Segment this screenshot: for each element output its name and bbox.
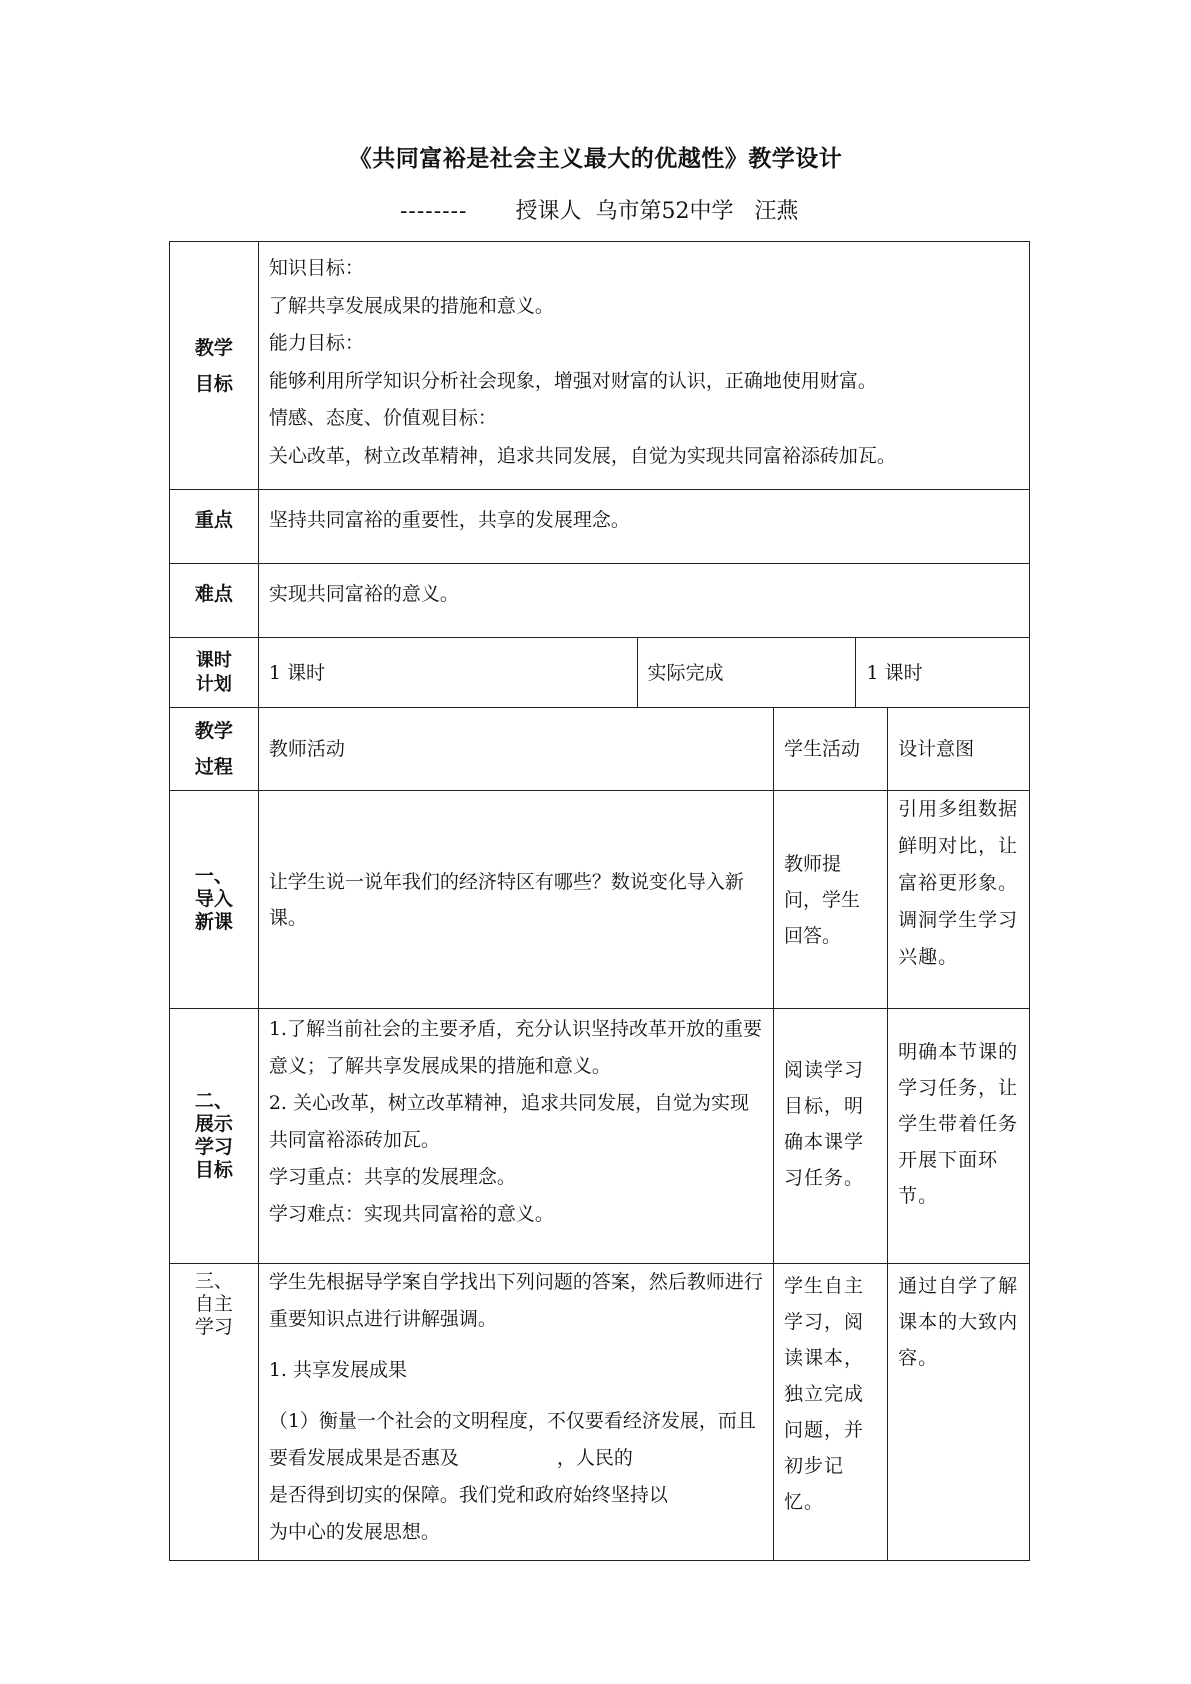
schedule-actual: 1 课时 (856, 638, 1030, 708)
objective-line: 能够利用所学知识分析社会现象，增强对财富的认识，正确地使用财富。 (268, 369, 877, 392)
header-teacher-activity: 教师活动 (258, 708, 773, 791)
stage-teacher-line: 1.了解当前社会的主要矛盾，充分认识坚持改革开放的重要意义；了解共享发展成果的措施和意义。 (268, 1018, 762, 1077)
question-text: ，人民的 (556, 1447, 633, 1469)
stage-teacher-line: 学习重点：共享的发展理念。 (268, 1166, 516, 1188)
stage-design-intent: 明确本节课的学习任务，让学生带着任务开展下面环节。 (888, 1009, 1030, 1264)
schedule-planned: 1 课时 (258, 638, 637, 708)
objective-line: 了解共享发展成果的措施和意义。 (268, 294, 554, 317)
stage-row-self-study (170, 1264, 1030, 1561)
stage-label: 二、展示学习目标 (194, 1090, 233, 1181)
schedule-row (170, 638, 1030, 708)
stage-teacher-activity: 让学生说一说年我们的经济特区有哪些？数说变化导入新课。 (258, 791, 773, 1009)
stage-teacher-subheading: 1. 共享发展成果 (268, 1359, 408, 1381)
question-text: （1）衡量一个社会的文明程度，不仅要看经济发展，而且要看发展成果是否惠及 (268, 1410, 756, 1469)
difficulty-text: 实现共同富裕的意义。 (258, 564, 1029, 638)
question-text: 为中心的发展思想。 (268, 1521, 440, 1543)
stage-student-activity: 阅读学习目标，明确本课学习任务。 (773, 1009, 887, 1264)
objectives-content (258, 242, 1029, 490)
stage-teacher-intro: 学生先根据导学案自学找出下列问题的答案，然后教师进行重要知识点进行讲解强调。 (268, 1271, 763, 1330)
header-student-activity: 学生活动 (773, 708, 887, 791)
key-point-row (170, 490, 1030, 564)
stage-label-cell (170, 1264, 259, 1561)
key-point-label: 重点 (170, 490, 259, 564)
objectives-row (170, 242, 1030, 490)
stage-teacher-activity (258, 1264, 773, 1561)
schedule-label: 课时计划 (195, 649, 232, 695)
byline (400, 194, 798, 225)
stage-design-intent: 通过自学了解课本的大致内容。 (888, 1264, 1030, 1561)
question-text: 是否得到切实的保障。我们党和政府始终坚持以 (268, 1484, 668, 1506)
process-label-cell (170, 708, 259, 791)
byline-text: 授课人 乌市第52中学 汪燕 (515, 199, 799, 224)
schedule-actual-label: 实际完成 (637, 638, 856, 708)
difficulty-label: 难点 (170, 564, 259, 638)
stage-label-cell (170, 1009, 259, 1264)
byline-dashes: -------- (400, 199, 468, 224)
stage-teacher-question (269, 1403, 763, 1551)
stage-label-cell (170, 791, 259, 1009)
stage-teacher-line: 2. 关心改革，树立改革精神，追求共同发展，自觉为实现共同富裕添砖加瓦。 (268, 1092, 750, 1151)
stage-label: 三、自主学习 (194, 1270, 233, 1338)
stage-teacher-line: 学习难点：实现共同富裕的意义。 (268, 1203, 554, 1225)
process-header-row (170, 708, 1030, 791)
objectives-label: 教学目标 (194, 336, 233, 395)
document-title: 《共同富裕是社会主义最大的优越性》教学设计 (348, 145, 843, 172)
process-label: 教学过程 (194, 720, 233, 778)
objectives-label-cell (170, 242, 259, 490)
stage-label: 一、导入新课 (194, 865, 233, 933)
stage-row-intro (170, 791, 1030, 1009)
header-design-intent: 设计意图 (888, 708, 1030, 791)
objective-line: 知识目标： (268, 257, 364, 279)
objective-line: 关心改革，树立改革精神，追求共同发展，自觉为实现共同富裕添砖加瓦。 (268, 444, 896, 467)
stage-student-activity: 学生自主学习，阅读课本，独立完成问题，并初步记忆。 (773, 1264, 887, 1561)
objective-line: 情感、态度、价值观目标： (268, 407, 497, 429)
objective-line: 能力目标： (268, 332, 364, 354)
difficulty-row (170, 564, 1030, 638)
stage-student-activity: 教师提问，学生回答。 (773, 791, 887, 1009)
key-point-text: 坚持共同富裕的重要性，共享的发展理念。 (258, 490, 1029, 564)
stage-design-intent: 引用多组数据鲜明对比，让富裕更形象。调洞学生学习兴趣。 (888, 791, 1030, 1009)
stage-teacher-activity (258, 1009, 773, 1264)
lesson-plan-table (169, 241, 1030, 1561)
stage-row-objectives (170, 1009, 1030, 1264)
schedule-label-cell (170, 638, 259, 708)
